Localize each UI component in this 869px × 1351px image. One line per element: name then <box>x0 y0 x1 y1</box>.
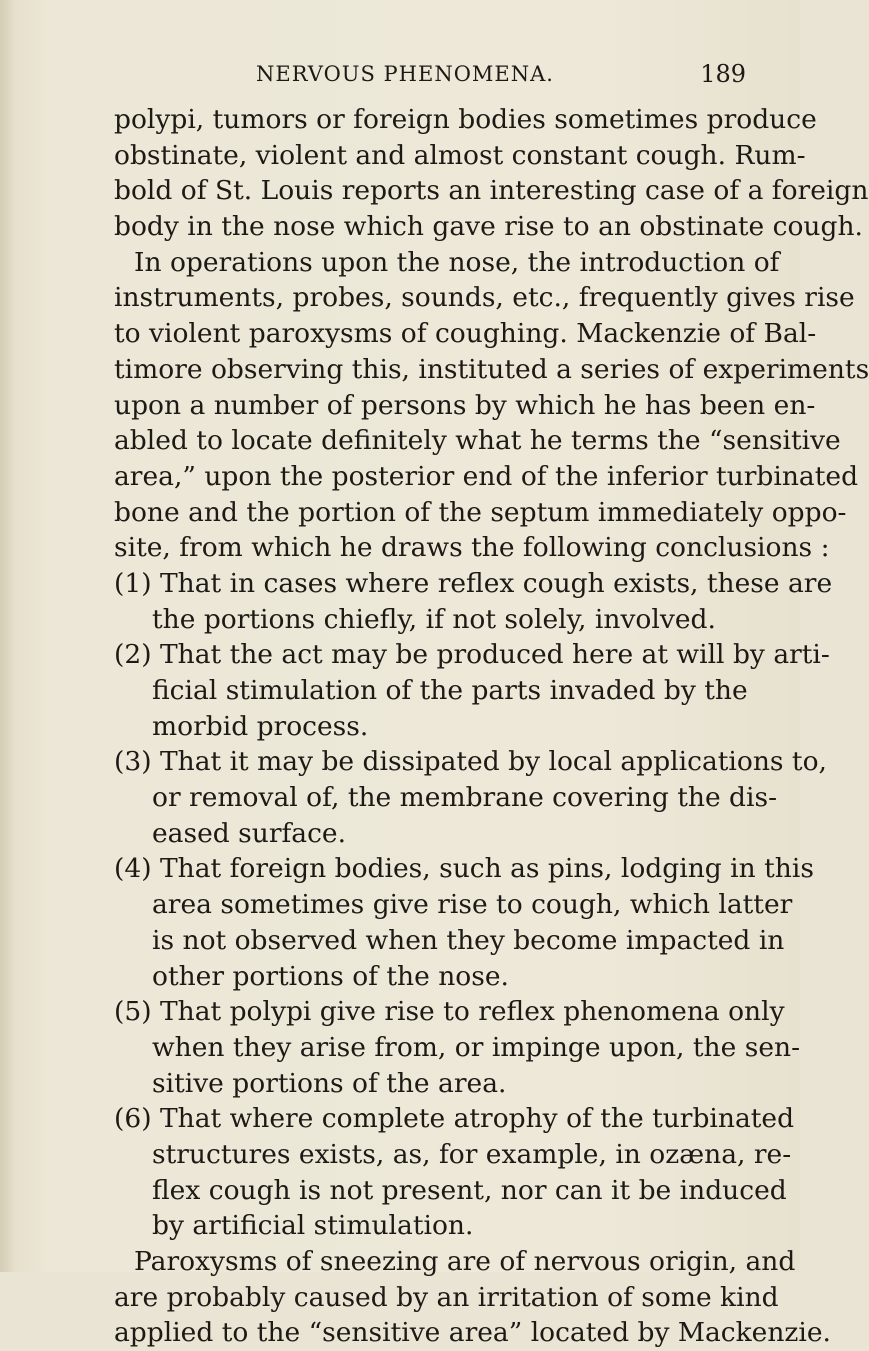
text-line: flex cough is not present, nor can it be induced <box>152 1174 787 1206</box>
text-line: sitive portions of the area. <box>152 1067 507 1099</box>
text-line: by artificial stimulation. <box>152 1210 474 1242</box>
text-line: site, from which he draws the following conclusions : <box>114 532 830 564</box>
text-line: applied to the “sensitive area” located by Mackenzie. <box>114 1317 831 1349</box>
text-line: (5) That polypi give rise to reflex phenomena only <box>114 996 785 1028</box>
page-header <box>256 60 746 96</box>
text-line: (2) That the act may be produced here at will by arti- <box>114 639 830 671</box>
closing-paragraph <box>114 1244 831 1351</box>
text-line: other portions of the nose. <box>152 960 509 992</box>
text-line: ficial stimulation of the parts invaded by the <box>152 675 748 706</box>
text-line: area,” upon the posterior end of the inferior turbinated <box>114 460 859 492</box>
text-line: bold of St. Louis reports an interesting case of a foreign <box>114 175 869 207</box>
text-line: body in the nose which gave rise to an obstinate cough. <box>114 211 863 243</box>
text-line: timore observing this, instituted a series of experiments <box>114 353 869 385</box>
text-line: upon a number of persons by which he has been en- <box>114 389 816 421</box>
page-number: 189 <box>700 60 746 88</box>
conclusion-item-1 <box>114 566 833 637</box>
text-line: polypi, tumors or foreign bodies sometimes produce <box>114 104 817 135</box>
text-line: obstinate, violent and almost constant cough. Rum- <box>114 139 806 171</box>
text-line: (4) That foreign bodies, such as pins, lodging in this <box>114 853 814 885</box>
text-line: or removal of, the membrane covering the dis- <box>152 782 778 814</box>
text-line: area sometimes give rise to cough, which latter <box>152 889 793 921</box>
conclusion-item-2 <box>114 637 830 744</box>
running-head: NERVOUS PHENOMENA. <box>256 62 554 86</box>
text-line: structures exists, as, for example, in ozæna, re- <box>152 1138 792 1170</box>
text-line: when they arise from, or impinge upon, the sen- <box>152 1031 801 1063</box>
text-line: morbid process. <box>152 710 369 742</box>
conclusion-item-5 <box>114 994 801 1101</box>
conclusion-item-4 <box>114 851 814 994</box>
text-line: (6) That where complete atrophy of the turbinated <box>114 1103 795 1135</box>
conclusions-list <box>114 566 833 1244</box>
text-line: are probably caused by an irritation of some kind <box>114 1281 779 1313</box>
intro-paragraph <box>114 102 869 245</box>
text-line: (1) That in cases where reflex cough exists, these are <box>114 567 833 599</box>
text-line: to violent paroxysms of coughing. Mackenzie of Bal- <box>114 318 817 350</box>
text-line: eased surface. <box>152 817 347 849</box>
conclusion-item-6 <box>114 1101 795 1244</box>
conclusion-item-3 <box>114 744 827 851</box>
body-text <box>114 102 869 1351</box>
text-line: abled to locate definitely what he terms the “sensitive <box>114 425 841 457</box>
text-line: In operations upon the nose, the introduction of <box>134 246 780 278</box>
text-line: (3) That it may be dissipated by local applications to, <box>114 746 827 778</box>
operations-paragraph <box>114 245 869 566</box>
text-line: instruments, probes, sounds, etc., frequently gives rise <box>114 282 855 314</box>
text-line: bone and the portion of the septum immediately oppo- <box>114 496 847 528</box>
text-line: Paroxysms of sneezing are of nervous origin, and <box>134 1246 796 1277</box>
text-line: is not observed when they become impacted in <box>152 924 785 956</box>
text-line: the portions chiefly, if not solely, involved. <box>152 603 716 635</box>
